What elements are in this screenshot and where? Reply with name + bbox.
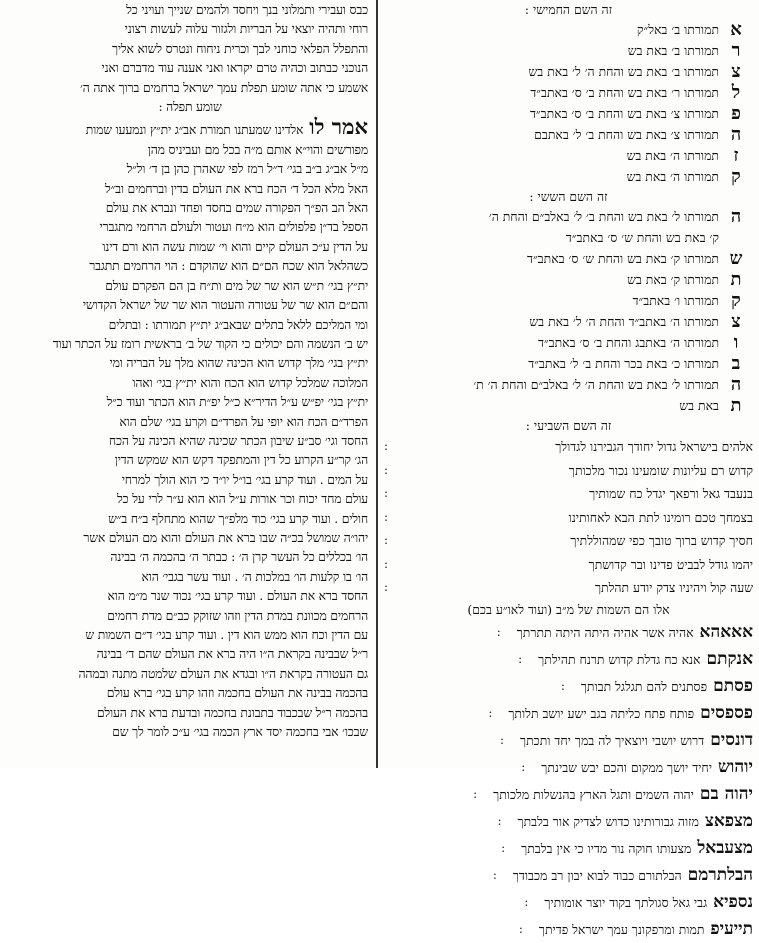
verse-row bbox=[384, 529, 753, 553]
text-line: על הדין ע״כ העולם קיים והוא וי׳ שמות עשה הוא ורם דינו bbox=[102, 238, 368, 254]
row-text: תמורתו צ׳ באת בש והחת ב׳ ס׳ באתב״ד bbox=[529, 106, 719, 121]
row-letter: ו bbox=[733, 332, 739, 353]
name-word: אנקתם bbox=[706, 648, 753, 669]
row-text: תמורתו ל׳ באת בש והחת ב׳ ל׳ באלב״ם והחת ה׳ bbox=[488, 209, 719, 224]
text-line: האל מלא הכל ד׳ הכח ברא את העולם בדין וברחמים וב״ל bbox=[104, 180, 368, 196]
text-line: מפורשים והוי״א אותם מ״ה בכל מם ועביניס מהן bbox=[147, 141, 368, 157]
table-row bbox=[384, 166, 753, 187]
prayer-text bbox=[12, 0, 368, 97]
text-line: בהכמה בבינה את העולם בחכמה וזהו קרע בגי׳ ברא עולם bbox=[106, 685, 368, 701]
name-end-mark: : bbox=[488, 705, 493, 720]
text-line: עם הדין וכח הוא ממש הוא דין . ועוד קרע בגי׳ ד״ם השמות ש bbox=[85, 627, 368, 642]
row-text: תמורתו ה׳ באתבג והחת ב׳ ס׳ באתב״ד bbox=[537, 335, 719, 350]
row-letter: א bbox=[730, 19, 742, 40]
row-text: תמורתו כ׳ באת בכר והחת ב׳ ל׳ באתב״ד bbox=[528, 356, 719, 371]
commentary-opener bbox=[12, 116, 368, 139]
text-line: הנוכני כבתוב וכהיה טרם יקראו ואני אענה עוד מדברם ואני bbox=[101, 60, 368, 76]
names-list bbox=[384, 619, 753, 943]
name-row bbox=[384, 619, 753, 646]
verse-text: חסיך קדוש ברוך טובך כפי שמהוללתיך bbox=[570, 533, 753, 548]
name-word: יהוה בם bbox=[699, 783, 753, 804]
text-line: מ״ל אב״ג ב״ב בגי׳ ד״ל רמז לפי שאהרן כהן בן ד׳ ול״ל bbox=[126, 161, 368, 177]
row-letter: צ bbox=[731, 61, 741, 82]
verse-end-mark: : bbox=[384, 556, 389, 571]
name-word: פסתם bbox=[713, 675, 753, 696]
row-letter: ה bbox=[730, 374, 742, 395]
name-end-mark: : bbox=[501, 840, 506, 855]
table-row bbox=[384, 248, 753, 269]
row-letter: ש bbox=[729, 248, 743, 269]
row-text: תמורתו ב׳ באת בש bbox=[627, 43, 719, 58]
table-row bbox=[384, 61, 753, 82]
name-row bbox=[384, 727, 753, 754]
row-letter: ק bbox=[731, 290, 741, 311]
row-text: תמורתו ב׳ באל״ק bbox=[636, 22, 719, 37]
row-text: תמורתו ל׳ באת בש והחת ה׳ ל׳ באלב״ם והחת ה׳ ת׳ bbox=[473, 377, 719, 392]
verse-text: בנעבד גאל ורפאך יגדל כח שמותיך bbox=[589, 486, 753, 501]
name-verse: פותח פתח כליתה בגב ישע יושב תלותך bbox=[508, 705, 695, 721]
table-row bbox=[384, 103, 753, 124]
text-line: הספל בד״ן פלפולים הוא מ״ח ועטור ולעולם הרחמי מתגברי bbox=[99, 219, 368, 235]
verse-row bbox=[384, 506, 753, 530]
name-end-mark: : bbox=[497, 813, 502, 828]
text-line: יהו״ה שמושל בכ״ה שבו ברא את העולם והוא מם העולם אשר bbox=[83, 529, 368, 545]
right-column bbox=[384, 0, 759, 939]
text-line: כבס ועבירי ותמלוני בנך ויחסד ולהמים שנייך ועויני כל bbox=[126, 2, 368, 17]
table-row bbox=[384, 82, 753, 103]
name-word: נספיא bbox=[713, 891, 753, 912]
text-line: כשהלאל הוא שכח הם״ם הוא שהוקדם : הוי הרחמים תתגבר bbox=[89, 258, 368, 274]
row-letter: פ bbox=[731, 103, 741, 124]
text-line: רוחי ותהיה יוצאי על הבריות ולגזור עלוה לעשות רצוני bbox=[124, 21, 368, 37]
row-letter: צ bbox=[731, 311, 741, 332]
row-letter: ת bbox=[730, 395, 742, 416]
text-line: גם העטורה בקראת ה״ו ובגדא את העולם שלמטה מתנה ובמהה bbox=[78, 665, 368, 681]
table-row bbox=[384, 145, 753, 166]
verse-row bbox=[384, 435, 753, 459]
name-end-mark: : bbox=[473, 786, 478, 801]
table-row bbox=[384, 206, 753, 227]
text-line: ית״ץ בגי׳ יפ״ש ע״ל הדיר״א כ״ל יפ״ת הוא הכתר ועוד כ״ל bbox=[106, 394, 368, 410]
name-end-mark: : bbox=[521, 759, 526, 774]
name-word: פספסים bbox=[700, 702, 753, 723]
name-row bbox=[384, 835, 753, 862]
left-column bbox=[0, 0, 372, 768]
text-line: עולם מחד יכוח וכר אורות ע״ל הוא הוא ע״ר לרי על כל bbox=[117, 491, 368, 507]
name-verse: אנא כח גדלת קדוש תרנח תהילתך bbox=[538, 651, 701, 667]
row-text: תמורתו ה׳ באתב״ד והחת ה׳ ל׳ באת בש bbox=[529, 314, 719, 329]
fifth-name-table bbox=[384, 19, 753, 187]
name-row bbox=[384, 808, 753, 835]
column-divider bbox=[376, 0, 378, 768]
text-line: הרחמים מכוונת במדת הדין וזהו שזוקק כב״ם מדת רחמים bbox=[107, 607, 368, 623]
name-word: תייעיפ bbox=[710, 918, 753, 939]
verse-text: שעה קול ויהיניו צדק יודע תהלתך bbox=[594, 580, 753, 595]
name-row bbox=[384, 646, 753, 673]
name-word: מצפאצ bbox=[704, 810, 753, 831]
name-word: אאאהא bbox=[699, 621, 753, 642]
name-row bbox=[384, 754, 753, 781]
row-text: תמורתו ה׳ באת בש bbox=[626, 169, 719, 184]
row-text: תמורתו צ׳ באת בש והחת ב׳ ל׳ באתבם bbox=[534, 127, 719, 142]
row-text: תמורתו ה׳ באת בש bbox=[626, 148, 719, 163]
verse-text: יהמו גודל לבביט פדינו ובר קדושתך bbox=[588, 556, 753, 572]
verse-end-mark: : bbox=[384, 462, 389, 477]
table-row bbox=[384, 269, 753, 290]
row-text: תמורתו ו׳ באתב״ד bbox=[632, 293, 719, 308]
text-line: חולים . ועוד קרע בגי׳ כוד מלפ״ך שהוא מתחלף ב״ח ב״ש bbox=[108, 510, 368, 526]
verse-end-mark: : bbox=[384, 533, 389, 547]
text-line: יש ב׳ הנשמה והם יכולים כי הקוד של ב׳ בראשית רומז על הכתר ועוד bbox=[52, 335, 368, 351]
text-line: האל הב הפ״ך הפקורה שמים בחסד ופחד ונברא את עולם bbox=[105, 200, 368, 216]
name-verse: מזוה גבורותינו כדוש לצדיק אור בלבתך bbox=[517, 813, 699, 829]
row-text: תמורתו ר׳ באת בש והחת ב׳ ס׳ באתב״ד bbox=[530, 85, 719, 100]
text-line: שבכו׳ אבי בחכמה יסד ארץ הכמה בגי׳ ע״כ לומר לך שם bbox=[112, 724, 368, 740]
row-letter: ר bbox=[731, 40, 741, 61]
closing-line: אלו הם השמות של מ״ב (ועוד לאו״ע בכם) bbox=[467, 601, 670, 617]
text-line: והם״ם הוא שר של עטורה והעטור הוא שר של ישראל הקדושי bbox=[82, 297, 368, 313]
table-row bbox=[384, 40, 753, 61]
row-letter: ה bbox=[730, 206, 742, 227]
sixth-name-table bbox=[384, 206, 753, 416]
name-verse: תמות ומרפקונך עמך ישראל פדיתך bbox=[538, 921, 705, 937]
name-row bbox=[384, 673, 753, 700]
table-row bbox=[384, 227, 753, 248]
name-row bbox=[384, 862, 753, 889]
name-end-mark: : bbox=[524, 894, 529, 909]
row-text: תמורתו ק׳ באת בש bbox=[627, 272, 719, 287]
name-end-mark: : bbox=[496, 624, 501, 639]
section-heading-fifth: זה השם החמישי : bbox=[524, 2, 613, 17]
name-end-mark: : bbox=[500, 732, 505, 747]
name-verse: גבי גאל סגולתך בקוד יוצר אומותיך bbox=[544, 894, 708, 910]
name-end-mark: : bbox=[560, 678, 565, 693]
name-word: דונסים bbox=[710, 729, 753, 750]
table-row bbox=[384, 332, 753, 353]
text-line: הג׳ קר״ע הקרוע כל דין והמתפקד דקש הוא שמקש הדין bbox=[114, 452, 368, 468]
table-row bbox=[384, 290, 753, 311]
text-line: החסד ברא את העולם . ועוד קרע בגי׳ נכוד שנר מ״מ הוא bbox=[107, 588, 368, 604]
name-verse: פסתנים להם תגלגל תבותך bbox=[580, 678, 708, 694]
verse-end-mark: : bbox=[384, 486, 389, 500]
table-row bbox=[384, 311, 753, 332]
name-word: מצעבאל bbox=[697, 837, 753, 858]
name-row bbox=[384, 916, 753, 943]
row-text: תמורתו ק׳ באת בש והחת ש׳ ס׳ באתב״ד bbox=[527, 251, 719, 266]
text-line: ר״ל שבבינה בקראת ה״ו היה ברא את העולם שהם ד׳ בבינה bbox=[96, 646, 368, 662]
row-text: באת בש bbox=[679, 398, 719, 413]
table-row bbox=[384, 19, 753, 40]
verse-text: בצמחך טכם רומינו לתת הבא לאחותינו bbox=[568, 509, 753, 525]
verse-row bbox=[384, 553, 753, 577]
name-row bbox=[384, 781, 753, 808]
row-text: ק׳ באת בש והחת ש׳ ס׳ באתב״ד bbox=[565, 230, 719, 245]
table-row bbox=[384, 124, 753, 145]
verse-row bbox=[384, 459, 753, 483]
verse-text: אלהים בישראל גדול יחודך הגבירנו לגדולך bbox=[555, 439, 753, 454]
name-verse: הבלתורם כבוד לבוא יבון רב מכבודך bbox=[512, 867, 682, 883]
table-row bbox=[384, 353, 753, 374]
name-verse: דרוש יושבי ויוצאיך לה במך יחד ותכתך bbox=[520, 732, 705, 748]
section-heading-sixth: זה השם הששי : bbox=[529, 189, 608, 204]
row-letter: ב bbox=[731, 353, 741, 374]
verse-end-mark: : bbox=[384, 509, 389, 524]
row-text: תמורתו ב׳ באת בש והחת ה׳ ל׳ באת בש bbox=[528, 64, 719, 79]
row-letter: ז bbox=[733, 145, 739, 166]
verse-row bbox=[384, 482, 753, 506]
section-heading-seventh: זה השם השביעי : bbox=[525, 418, 612, 433]
row-letter: ל bbox=[731, 82, 741, 103]
verse-end-mark: : bbox=[384, 439, 389, 453]
row-letter: ק bbox=[731, 166, 741, 187]
name-end-mark: : bbox=[518, 651, 523, 666]
opening-word: אמר לו bbox=[309, 114, 368, 140]
prayer-closing: שומע תפלה : bbox=[158, 99, 222, 115]
commentary-text bbox=[12, 140, 368, 742]
text-line: הו׳ בכללים כל העשר קרן ה׳ : כבתר ה׳ בהכמה ה׳ בבינה bbox=[110, 549, 368, 565]
text-line: החסד וגי׳ סב״ע שיבון הכתר שכינה שהיא הכינה על הכח bbox=[108, 432, 368, 448]
text-line: הו׳ בו קלעות הו׳ במלכות ה׳ . ועוד עשר בגבי׳ הוא bbox=[141, 568, 368, 584]
verse-text: קדוש רם עליונות שומעינו נכור מלכותך bbox=[568, 462, 753, 478]
text-line: ית״ץ בגי׳ ת״ש הוא שר של מים ות״ח בן הם הפקרם עולם bbox=[105, 277, 368, 293]
text-line: בהכמה ר״ל שבכבוד בתבונת בחכמה ובדעת ברא את העולם bbox=[96, 704, 368, 720]
table-row bbox=[384, 395, 753, 416]
name-verse: מצעותו חוקה נור מדיו כי אין בלבתך bbox=[521, 840, 692, 856]
name-verse: יהוה השמים ותגל הארץ בהנשלות מלכותך bbox=[493, 786, 694, 802]
verse-end-mark: : bbox=[384, 580, 389, 594]
name-end-mark: : bbox=[518, 921, 523, 936]
name-word: הבלתרמם bbox=[687, 864, 753, 885]
name-end-mark: : bbox=[492, 867, 497, 882]
text-line: והתפלל הפלאי כוחני לבך וכרית ניחוח ונטרס לשוא אליך bbox=[111, 40, 368, 56]
text-line: אשמע כי אתה שומע תפלת עמך ישראל ברחמים ברוך אתה ה׳ bbox=[80, 79, 368, 95]
name-row bbox=[384, 700, 753, 727]
name-verse: אהיה אשר אהיה היתה היתה תתרתך bbox=[516, 624, 694, 640]
text-line: ית״ץ בגי׳ מלך קדוש הוא הכינה שהוא מלך על הבריה ומי bbox=[109, 355, 368, 371]
seventh-name-verses bbox=[384, 435, 753, 600]
text-line: ומי המליכם ללאל בתלים שבאב״ג ית״ץ תמורתו : ובתלים bbox=[108, 316, 368, 332]
table-row bbox=[384, 374, 753, 395]
opening-line: אלדינו שמעתנו תמורת אב״ג ית״ץ ונמעעו שמות bbox=[85, 122, 304, 138]
row-letter: ת bbox=[730, 269, 742, 290]
verse-row bbox=[384, 576, 753, 600]
text-line: על המים . ועוד קרע בגי׳ בו״ל יו״ד כי הוא הולך למרחי bbox=[121, 471, 368, 487]
row-letter: ה bbox=[730, 124, 742, 145]
name-verse: יחיד יושך ממקום והכם יבש שבינתך bbox=[541, 759, 713, 775]
text-line: המלוכה שמלכל קדוש הוא הכח והוא ית״ץ בגי׳ ואהו bbox=[132, 374, 368, 390]
text-line: הפרד״ם הכח הוא יופי על הפרד״ם וקרע בגי׳ שלם הוא bbox=[119, 413, 368, 429]
name-word: יוהוש bbox=[718, 756, 753, 777]
name-row bbox=[384, 889, 753, 916]
